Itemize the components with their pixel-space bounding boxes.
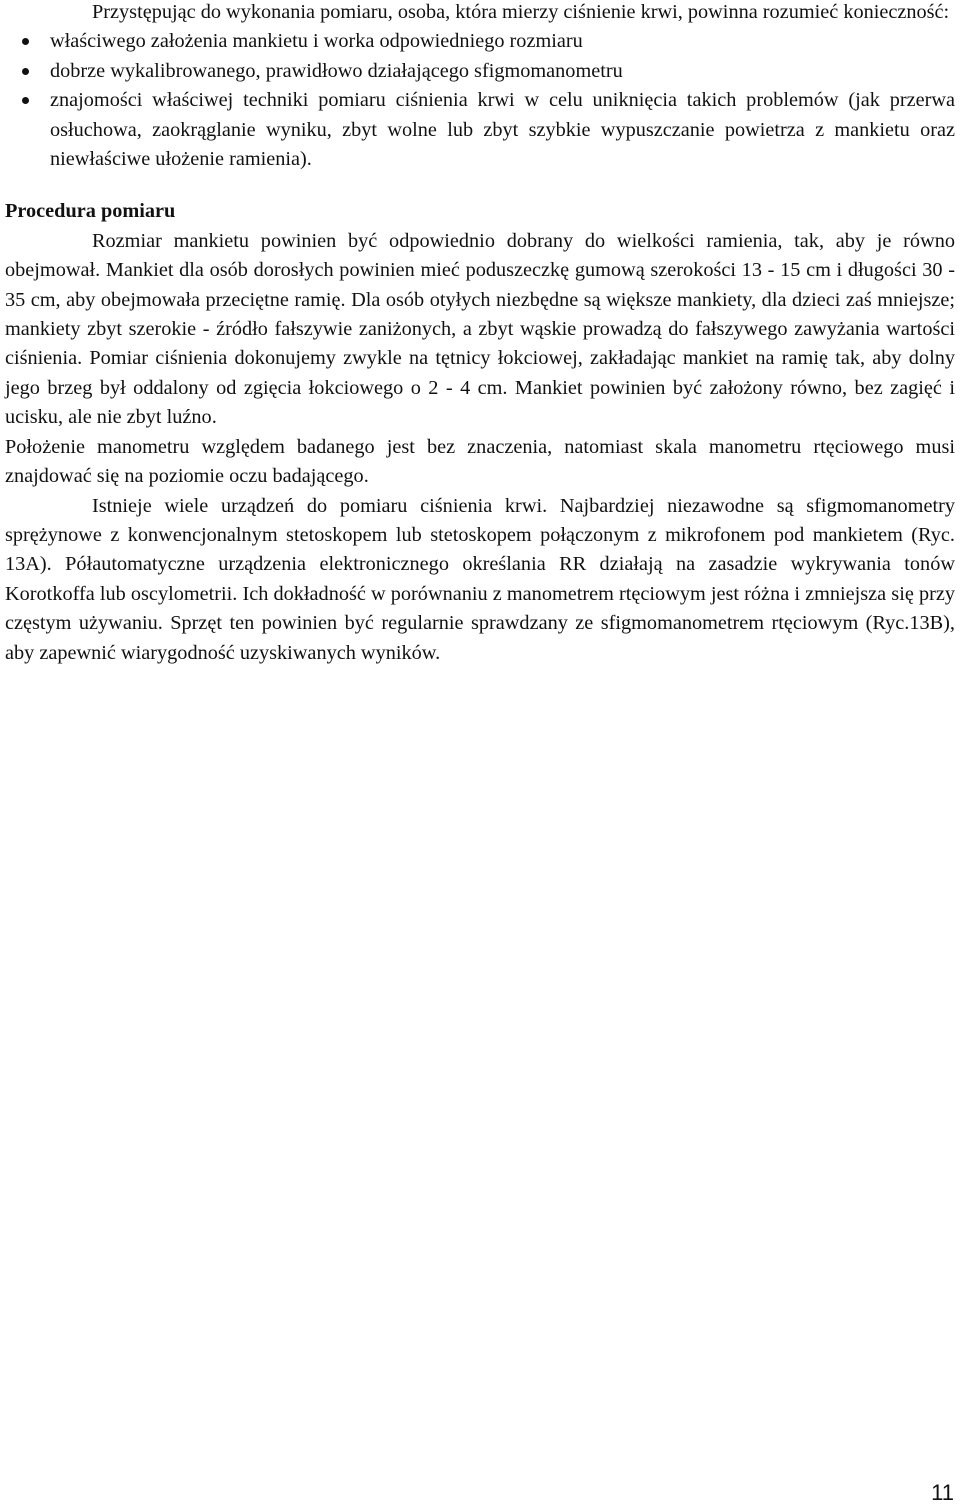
list-item-text: właściwego założenia mankietu i worka odpowiedniego rozmiaru (50, 30, 583, 53)
intro-paragraph: Przystępując do wykonania pomiaru, osoba, która mierzy ciśnienie krwi, powinna rozumieć konieczność: (92, 1, 950, 23)
bullet-icon (22, 97, 29, 104)
document-page (5, 0, 955, 668)
requirements-list (5, 27, 955, 174)
bullet-icon (22, 68, 29, 75)
body-paragraph: Rozmiar mankietu powinien być odpowiednio dobrany do wielkości ramienia, tak, aby je równo obejmował. Mankiet dla osób dorosłych powinien mieć poduszeczkę gumową szerokości 13 - 15 cm i długości 30 - 35 cm, aby obejmowała przeciętne ramię. Dla osób otyłych niezbędne są większe mankiety, dla dzieci zaś mniejsze; mankiety zbyt szerokie - źródło fałszywie zaniżonych, a zbyt wąskie prowadzą do fałszywego zawyżania wartości ciśnienia. Pomiar ciśnienia dokonujemy zwykle na tętnicy łokciowej, zakładając mankiet na ramię tak, aby dolny jego brzeg był oddalony od zgięcia łokciowego o 2 - 4 cm. Mankiet powinien być założony równo, bez zagięć i ucisku, ale nie zbyt luźno. (5, 229, 955, 429)
page-number: 11 (931, 1480, 954, 1505)
body-paragraph: Położenie manometru względem badanego jest bez znaczenia, natomiast skala manometru rtęciowego musi znajdować się na poziomie oczu badającego. (5, 435, 955, 488)
body-paragraph: Istnieje wiele urządzeń do pomiaru ciśnienia krwi. Najbardziej niezawodne są sfigmomanometry sprężynowe z konwencjonalnym stetoskopem lub stetoskopem połączonym z mikrofonem pod mankietem (Ryc. 13A). Półautomatyczne urządzenia elektronicznego określania RR działają na zasadzie wykrywania tonów Korotkoffa lub oscylometrii. Ich dokładność w porównaniu z manometrem rtęciowym jest różna i zmniejsza się przy częstym używaniu. Sprzęt ten powinien być regularnie sprawdzany ze sfigmomanometrem rtęciowym (Ryc.13B), aby zapewnić wiarygodność uzyskiwanych wyników. (5, 494, 955, 664)
bullet-icon (22, 38, 29, 45)
list-item-text: znajomości właściwej techniki pomiaru ciśnienia krwi w celu uniknięcia takich problemów (jak przerwa osłuchowa, zaokrąglanie wyniku, zbyt wolne lub zbyt szybkie wypuszczanie powietrza z mankietu oraz niewłaściwe ułożenie ramienia). (50, 89, 955, 171)
section-heading: Procedura pomiaru (5, 200, 176, 223)
list-item-text: dobrze wykalibrowanego, prawidłowo działającego sfigmomanometru (50, 59, 623, 82)
list-item (5, 57, 955, 86)
list-item (5, 86, 955, 174)
list-item (5, 27, 955, 56)
